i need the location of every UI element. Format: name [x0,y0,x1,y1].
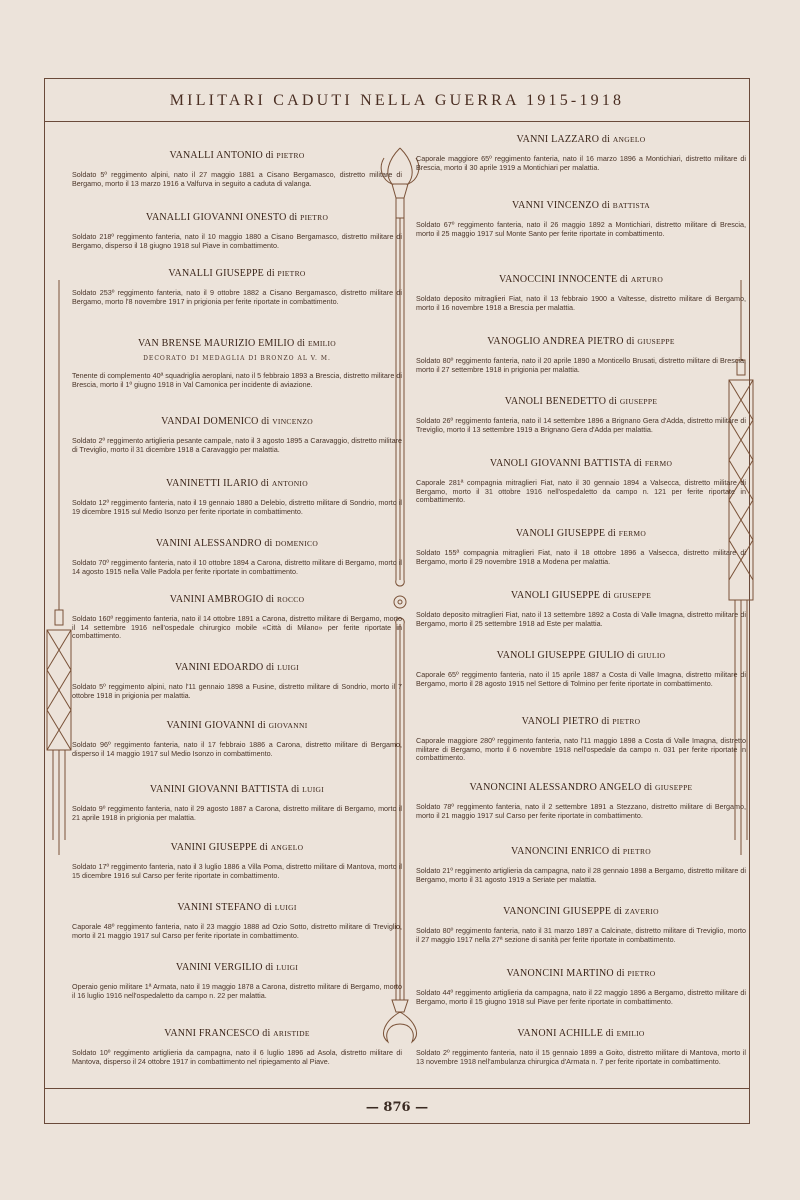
entry-surname: VANONCINI GIUSEPPE [503,906,612,917]
entry-name: VANONCINI MARTINO di PIETRO [506,968,656,979]
roll-entry [416,336,746,374]
entry-name: VANNI FRANCESCO di ARISTIDE [164,1028,310,1039]
entry-surname: VANDAI DOMENICO [161,416,259,427]
entry-name: VANINI AMBROGIO di ROCCO [169,594,305,605]
entry-surname: VANINI AMBROGIO [169,594,264,605]
entry-text: Soldato 21º reggimento artiglieria da campagna, nato il 28 gennaio 1898 a Bergamo, distretto militare di Bergamo, morto il 31 agosto 1919 a Seriate per malattia. [416,866,746,884]
entry-name: VANALLI GIOVANNI ONESTO di PIETRO [145,212,329,223]
roll-entry [416,846,746,884]
left-column [72,142,402,1087]
entry-surname: VANOCCINI INNOCENTE [498,274,618,285]
roll-entry [416,396,746,434]
roll-entry [72,662,402,700]
roll-entry [416,906,746,944]
roll-entry [72,902,402,940]
entry-father: VINCENZO [272,417,313,426]
entry-surname: VANOLI GIOVANNI BATTISTA [489,458,632,469]
roll-entry [72,338,402,389]
right-column [416,134,746,1087]
entry-surname: VANINI ALESSANDRO [155,538,262,549]
entry-father: GIUSEPPE [637,337,675,346]
entry-text: Soldato 26º reggimento fanteria, nato il 14 settembre 1896 a Brignano Gera d'Adda, distretto militare di Treviglio, morto il 13 settembre 1919 a Brignano Gera d'Adda per malattia. [416,416,746,434]
entry-text: Soldato deposito mitraglieri Fiat, nato il 13 settembre 1892 a Costa di Valle Imagna, distretto militare di Bergamo, morto il 25 settembre 1918 ad Este per malattia. [416,610,746,628]
entry-father: ARISTIDE [273,1029,310,1038]
entry-name: VANINETTI ILARIO di ANTONIO [166,478,308,489]
roll-entry [416,782,746,820]
entry-father: LUIGI [277,663,299,672]
entry-text: Soldato 17º reggimento fanteria, nato il 3 luglio 1886 a Villa Poma, distretto militare di Mantova, morto il 15 dicembre 1916 sul Carso per ferite riportate in combattimento. [72,862,402,880]
entry-name: VANOLI BENEDETTO di GIUSEPPE [504,396,658,407]
roll-entry [72,594,402,641]
entry-surname: VANONCINI MARTINO [506,968,614,979]
header-band [44,80,750,122]
entry-decoration: DECORATO DI MEDAGLIA DI BRONZO AL V. M. [143,355,331,362]
roll-entry [416,200,746,238]
entry-father: GIOVANNI [268,721,308,730]
entry-text: Tenente di complemento 40ª squadriglia aeroplani, nato il 5 febbraio 1893 a Brescia, distretto militare di Brescia, morto il 1º giugno 1918 in Val Camonica per incidente di aviazione. [72,371,402,389]
entry-text: Soldato 2º reggimento artiglieria pesante campale, nato il 3 agosto 1895 a Caravaggio, distretto militare di Treviglio, morto il 31 dicembre 1918 a Caravaggio per malattia. [72,436,402,454]
roll-entry [416,716,746,763]
entry-text: Caporale 65º reggimento fanteria, nato il 15 aprile 1887 a Costa di Valle Imagna, distretto militare di Bergamo, morto il 28 agosto 1915 nel Settore di Tolmino per ferite riportate in combattimento. [416,670,746,688]
entry-father: PIETRO [622,847,651,856]
entry-text: Caporale maggiore 65º reggimento fanteria, nato il 16 marzo 1896 a Montichiari, distretto militare di Brescia, morto il 30 aprile 1919 a Montichiari per malattia. [416,154,746,172]
page-title: MILITARI CADUTI NELLA GUERRA 1915-1918 [169,92,625,109]
footer-band [44,1088,750,1124]
entry-surname: VANOLI GIUSEPPE GIULIO [496,650,625,661]
entry-text: Operaio genio militare 1ª Armata, nato il 19 maggio 1878 a Carona, distretto militare di Bergamo, morto il 16 luglio 1916 nell'ospedaletto da campo n. 22 per malattia. [72,982,402,1000]
entry-father: ANGELO [270,843,304,852]
entry-name: VANINI GIOVANNI BATTISTA di LUIGI [149,784,325,795]
entry-surname: VANINI VERGILIO [175,962,263,973]
roll-entry [72,150,402,188]
entry-surname: VANOLI BENEDETTO [504,396,607,407]
roll-entry [72,478,402,516]
entry-surname: VANALLI ANTONIO [169,150,263,161]
roll-entry [416,274,746,312]
roll-entry [416,1028,746,1066]
entry-name: VANOLI PIETRO di PIETRO [521,716,641,727]
entry-father: GIUSEPPE [619,397,658,406]
entry-father: FERMO [618,529,647,538]
entry-surname: VANNI VINCENZO [512,200,600,211]
roll-entry [416,458,746,505]
entry-name: VANINI EDOARDO di LUIGI [175,662,299,673]
entry-surname: VAN BRENSE MAURIZIO EMILIO [137,338,295,349]
entry-text: Soldato 5º reggimento alpini, nato l'11 gennaio 1898 a Fusine, distretto militare di Sondrio, morto il 7 ottobre 1918 in prigionia per malattia. [72,682,402,700]
entry-text: Caporale 281ª compagnia mitraglieri Fiat, nato il 30 gennaio 1894 a Valsecca, distretto militare di Bergamo, morto il 31 ottobre 1916 nell'ospedaletto da campo n. 121 per ferite riportate in combattimento. [416,478,746,505]
entry-name: VANALLI ANTONIO di PIETRO [169,150,305,161]
roll-entry [416,650,746,688]
page-number: — 876 — [365,1100,429,1115]
roll-entry [72,784,402,822]
entry-surname: VANINI GIUSEPPE [170,842,258,853]
entry-text: Soldato 155ª compagnia mitraglieri Fiat, nato il 18 ottobre 1896 a Valsecca, distretto militare di Bergamo, morto il 29 novembre 1918 a Modena per malattia. [416,548,746,566]
entry-father: EMILIO [307,339,337,348]
entry-surname: VANOLI GIUSEPPE [515,528,606,539]
roll-entry [72,842,402,880]
entry-name: VAN BRENSE MAURIZIO EMILIO di EMILIO [137,338,337,349]
entry-father: GIUSEPPE [655,783,693,792]
entry-name: VANONI ACHILLE di EMILIO [517,1028,645,1039]
roll-entry [416,590,746,628]
roll-entry [72,720,402,758]
entry-father: PIETRO [612,717,641,726]
entry-father: ARTURO [630,275,664,284]
entry-father: FERMO [644,459,673,468]
entry-text: Soldato 78º reggimento fanteria, nato il 2 settembre 1891 a Stezzano, distretto militare di Bergamo, morto il 21 maggio 1917 sul Carso per ferite riportate in combattimento. [416,802,746,820]
entry-text: Soldato 67º reggimento fanteria, nato il 26 maggio 1892 a Montichiari, distretto militare di Brescia, morto il 25 maggio 1917 sul Monte Santo per ferite riportate in combattimento. [416,220,746,238]
entry-surname: VANALLI GIOVANNI ONESTO [145,212,287,223]
entry-father: LUIGI [274,903,297,912]
entry-name: VANNI LAZZARO di ANGELO [516,134,646,145]
entry-text: Soldato 2º reggimento fanteria, nato il 15 gennaio 1899 a Goito, distretto militare di Mantova, morto il 13 novembre 1918 nell'ambulanza chirurgica d'Armata n. 7 per ferite riportate in combattimento. [416,1048,746,1066]
entry-father: PIETRO [276,151,305,160]
entry-name: VANONCINI ENRICO di PIETRO [511,846,651,857]
entry-text: Soldato 5º reggimento alpini, nato il 27 maggio 1881 a Cisano Bergamasco, distretto militare di Bergamo, morto il 13 marzo 1916 a Valfurva in seguito a caduta di valanga. [72,170,402,188]
entry-name: VANOGLIO ANDREA PIETRO di GIUSEPPE [487,336,675,347]
entry-name: VANINI VERGILIO di LUIGI [175,962,299,973]
roll-entry [72,268,402,306]
entry-text: Soldato 80º reggimento fanteria, nato il 20 aprile 1890 a Monticello Brusati, distretto militare di Brescia, morto il 27 settembre 1918 in prigionia per malattia. [416,356,746,374]
entry-text: Soldato 70º reggimento fanteria, nato il 10 ottobre 1894 a Carona, distretto militare di Bergamo, morto il 14 agosto 1915 nella Valle Padola per ferite riportate in combattimento. [72,558,402,576]
entry-text: Caporale 48º reggimento fanteria, nato il 23 maggio 1888 ad Ozio Sotto, distretto militare di Treviglio, morto il 21 maggio 1917 sul Carso per ferite riportate in combattimento. [72,922,402,940]
entry-text: Soldato 96º reggimento fanteria, nato il 17 febbraio 1886 a Carona, distretto militare di Bergamo, disperso il 14 maggio 1917 sul Medio Isonzo in combattimento. [72,740,402,758]
entry-surname: VANONCINI ALESSANDRO ANGELO [469,782,642,793]
entry-surname: VANALLI GIUSEPPE [168,268,264,279]
entry-name: VANOCCINI INNOCENTE di ARTURO [498,274,664,285]
entry-text: Soldato deposito mitraglieri Fiat, nato il 13 febbraio 1900 a Valtesse, distretto militare di Bergamo, morto il 16 novembre 1918 a Brescia per malattia. [416,294,746,312]
entry-text: Soldato 9º reggimento fanteria, nato il 29 agosto 1887 a Carona, distretto militare di Bergamo, morto il 21 aprile 1918 in prigionia per malattia. [72,804,402,822]
entry-name: VANINI GIOVANNI di GIOVANNI [166,720,308,731]
entry-name: VANINI STEFANO di LUIGI [177,902,297,913]
entry-name: VANOLI GIUSEPPE di GIUSEPPE [510,590,652,601]
entry-name: VANONCINI GIUSEPPE di ZAVERIO [503,906,659,917]
entry-name: VANOLI GIOVANNI BATTISTA di FERMO [489,458,673,469]
entry-text: Soldato 80º reggimento fanteria, nato il 31 marzo 1897 a Calcinate, distretto militare di Treviglio, morto il 27 maggio 1917 nella 27ª sezione di sanità per ferite riportate in combattimento. [416,926,746,944]
roll-entry [72,962,402,1000]
entry-text: Soldato 160º reggimento fanteria, nato il 14 ottobre 1891 a Carona, distretto militare di Bergamo, morto il 14 settembre 1916 nell'ospedale chirurgico mobile «Città di Milano» per ferite riportate in combattimento. [72,614,402,641]
entry-name: VANINI GIUSEPPE di ANGELO [170,842,304,853]
entry-father: ANTONIO [271,479,308,488]
entry-text: Soldato 12º reggimento fanteria, nato il 19 gennaio 1880 a Delebio, distretto militare di Sondrio, morto il 19 dicembre 1915 sul Medio Isonzo per ferite riportate in combattimento. [72,498,402,516]
entry-surname: VANINI GIOVANNI [166,720,255,731]
entry-surname: VANINI EDOARDO [175,662,264,673]
entry-name: VANNI VINCENZO di BATTISTA [512,200,650,211]
entry-father: GIUSEPPE [613,591,652,600]
entry-father: EMILIO [616,1029,645,1038]
roll-entry [72,416,402,454]
roll-entry [72,1028,402,1066]
entry-name: VANONCINI ALESSANDRO ANGELO di GIUSEPPE [469,782,693,793]
entry-text: Caporale maggiore 280º reggimento fanteria, nato l'11 maggio 1898 a Costa di Valle Imagna, distretto militare di Bergamo, morto il 6 novembre 1918 nell'ospedale da campo n. 031 per ferite riportate in combattimento. [416,736,746,763]
entry-surname: VANOLI GIUSEPPE [510,590,601,601]
entry-name: VANOLI GIUSEPPE GIULIO di GIULIO [496,650,666,661]
entry-surname: VANINI STEFANO [177,902,262,913]
entry-surname: VANOGLIO ANDREA PIETRO [487,336,624,347]
entry-surname: VANINETTI ILARIO [166,478,259,489]
entry-father: DOMENICO [275,539,319,548]
entry-father: PIETRO [300,213,329,222]
entry-father: PIETRO [627,969,656,978]
entry-surname: VANONI ACHILLE [517,1028,604,1039]
entry-surname: VANNI LAZZARO [516,134,600,145]
left-pole-ornament [44,280,74,860]
entry-father: ROCCO [276,595,305,604]
entry-text: Soldato 44º reggimento artiglieria da campagna, nato il 22 maggio 1896 a Bergamo, distretto militare di Bergamo, morto il 15 giugno 1918 sul Piave per ferite riportate in combattimento. [416,988,746,1006]
entry-surname: VANONCINI ENRICO [511,846,610,857]
entry-text: Soldato 218º reggimento fanteria, nato il 10 maggio 1880 a Cisano Bergamasco, distretto militare di Bergamo, disperso il 18 giugno 1918 sul Piave in combattimento. [72,232,402,250]
entry-surname: VANNI FRANCESCO [164,1028,260,1039]
entry-father: BATTISTA [612,201,650,210]
entry-father: PIETRO [277,269,306,278]
entry-text: Soldato 253º reggimento fanteria, nato il 9 ottobre 1882 a Cisano Bergamasco, distretto militare di Bergamo, morto l'8 novembre 1917 in prigionia per ferite riportate in combattimento. [72,288,402,306]
entry-father: GIULIO [637,651,666,660]
entry-name: VANDAI DOMENICO di VINCENZO [161,416,313,427]
entry-father: LUIGI [276,963,299,972]
roll-entry [416,528,746,566]
entry-father: LUIGI [302,785,325,794]
entry-name: VANOLI GIUSEPPE di FERMO [515,528,647,539]
roll-entry [72,212,402,250]
entry-father: ANGELO [612,135,646,144]
roll-entry [416,134,746,172]
roll-entry [416,968,746,1006]
entry-surname: VANINI GIOVANNI BATTISTA [149,784,289,795]
entry-name: VANALLI GIUSEPPE di PIETRO [168,268,306,279]
entry-name: VANINI ALESSANDRO di DOMENICO [155,538,319,549]
entry-father: ZAVERIO [624,907,659,916]
entry-surname: VANOLI PIETRO [521,716,599,727]
entry-text: Soldato 10º reggimento artiglieria da campagna, nato il 6 luglio 1896 ad Asola, distretto militare di Mantova, disperso il 24 ottobre 1917 in combattimento nel ripiegamento al Piave. [72,1048,402,1066]
roll-entry [72,538,402,576]
